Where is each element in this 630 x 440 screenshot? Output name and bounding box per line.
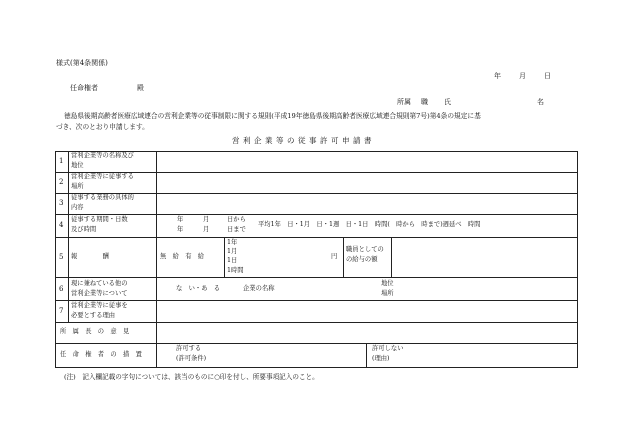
form-number: 様式(第4条関係): [56, 59, 108, 67]
permit-conditions-label: (許可条件): [176, 355, 207, 362]
row-1-label-b: 地位: [71, 162, 84, 169]
row-4-number: 4: [59, 221, 64, 229]
row-1-number: 1: [59, 157, 64, 165]
company-name-label: 企業の名称: [243, 285, 275, 292]
affiliation-label: 所属: [397, 98, 411, 106]
row-2-label-b: 場所: [71, 183, 84, 190]
yen-unit: 円: [331, 253, 338, 260]
period-to: 日まで: [227, 226, 246, 233]
intro-line-1: 徳島県後期高齢者医療広域連合の営利企業等の従事制限に関する規則(平成19年徳島県後期高齢者医療広域連合規則第7号)第4条の規定に基: [64, 112, 481, 120]
row-3-label-a: 従事する業務の具体的: [71, 194, 134, 201]
period-from: 日から: [227, 216, 246, 223]
row-2-number: 2: [59, 178, 64, 186]
pay-period-month: 1月: [227, 248, 238, 255]
period-month-2: 月: [203, 226, 210, 233]
row-6-number: 6: [59, 285, 64, 293]
period-year-2: 年: [177, 226, 184, 233]
row-7-label-b: 必要とする理由: [71, 312, 116, 319]
row-3-number: 3: [59, 199, 64, 207]
row-4-label-a: 従事する期間・日数: [71, 216, 128, 223]
status-label-a: 地位: [381, 280, 394, 287]
intro-line-2: づき、次のとおり申請します。: [56, 123, 149, 131]
row-7-label-a: 営利企業等に従事を: [71, 302, 128, 309]
addressee-label: 任命権者: [70, 84, 98, 92]
row-1-label-a: 営利企業等の名称及び: [71, 152, 134, 159]
pay-period-hour: 1時間: [227, 267, 244, 274]
row-6-label-a: 現に兼ねている他の: [71, 280, 128, 287]
salary-label-a: 職員としての: [346, 246, 384, 253]
position-label: 職: [421, 98, 428, 106]
appointer-action-label: 任 命 権 者 の 措 置: [60, 351, 142, 358]
date-day-label: 日: [544, 72, 551, 80]
row-3-label-b: 内容: [71, 204, 84, 211]
supervisor-opinion-label: 所 属 長 の 意 見: [60, 328, 130, 335]
pay-period-day: 1日: [227, 257, 238, 264]
row-7-number: 7: [59, 307, 64, 315]
status-label-b: 場所: [381, 290, 394, 297]
date-year-label: 年: [494, 72, 501, 80]
period-year-1: 年: [177, 216, 184, 223]
name-label: 氏: [444, 98, 451, 106]
form-title: 営利企業等の従事許可申請書: [232, 136, 375, 145]
row-6-label-b: 営利企業等について: [71, 290, 128, 297]
period-schedule: 平均1年 日・1月 日・1週 日・1日 時間( 時から 時まで)週延べ 時間: [258, 221, 481, 228]
name-suffix-label: 名: [537, 98, 544, 106]
has-other-job-choice: な い・あ る: [176, 285, 221, 292]
row-4-label-b: 及び時間: [71, 226, 97, 233]
deny-reason-label: (理由): [372, 355, 390, 362]
row-2-label-a: 営利企業等に従事する: [71, 173, 134, 180]
deny-label: 許可しない: [372, 345, 404, 352]
period-month-1: 月: [203, 216, 210, 223]
permit-label: 許可する: [176, 345, 202, 352]
row-5-label: 報 酬: [71, 253, 109, 260]
salary-label-b: の給与の額: [346, 256, 378, 263]
date-month-label: 月: [519, 72, 526, 80]
honorific-label: 殿: [137, 84, 144, 92]
row-5-number: 5: [59, 253, 64, 261]
paid-unpaid-choice: 無 給 有 給: [160, 253, 205, 260]
pay-period-year: 1年: [227, 239, 238, 246]
footnote: (注) 記入欄記載の字句については、該当のものに○印を付し、所要事項記入のこと。: [64, 373, 319, 381]
